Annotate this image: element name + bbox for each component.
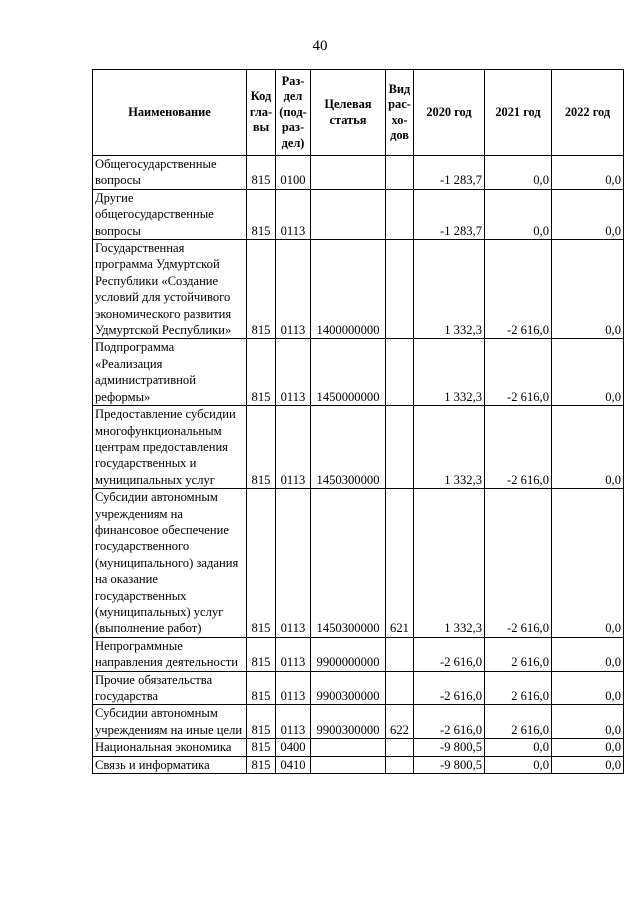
row-code: 815 — [247, 240, 276, 339]
row-code: 815 — [247, 189, 276, 239]
row-2021: -2 616,0 — [485, 240, 552, 339]
row-name: Предоставление субсидии многофункциональным центрам предоставления государственных и муниципальных услуг — [93, 406, 247, 489]
row-target: 1450300000 — [311, 406, 386, 489]
header-code: Код гла-вы — [247, 70, 276, 156]
row-2021: 2 616,0 — [485, 671, 552, 705]
row-expense — [386, 406, 414, 489]
row-target: 1400000000 — [311, 240, 386, 339]
row-name: Прочие обязательства государства — [93, 671, 247, 705]
row-expense — [386, 756, 414, 773]
row-2022: 0,0 — [552, 489, 624, 638]
header-2022: 2022 год — [552, 70, 624, 156]
row-2020: 1 332,3 — [414, 339, 485, 406]
header-section: Раз-дел (под-раз-дел) — [276, 70, 311, 156]
row-2021: 2 616,0 — [485, 705, 552, 739]
table-row — [93, 406, 624, 489]
row-2020: 1 332,3 — [414, 489, 485, 638]
table-row — [93, 705, 624, 739]
row-code: 815 — [247, 489, 276, 638]
header-2021: 2021 год — [485, 70, 552, 156]
row-expense — [386, 339, 414, 406]
header-2020: 2020 год — [414, 70, 485, 156]
table-row — [93, 156, 624, 190]
row-code: 815 — [247, 739, 276, 756]
row-name: Субсидии автономным учреждениям на финансовое обеспечение государственного (муниципального) задания на оказание государственных (муниципальных) услуг (выполнение работ) — [93, 489, 247, 638]
row-2021: 0,0 — [485, 189, 552, 239]
row-code: 815 — [247, 671, 276, 705]
row-section: 0113 — [276, 189, 311, 239]
row-name: Другие общегосударственные вопросы — [93, 189, 247, 239]
row-2020: -2 616,0 — [414, 671, 485, 705]
row-2021: 0,0 — [485, 739, 552, 756]
row-section: 0113 — [276, 489, 311, 638]
row-name: Государственная программа Удмуртской Республики «Создание условий для устойчивого экономического развития Удмуртской Республики» — [93, 240, 247, 339]
header-row — [93, 70, 624, 156]
row-2020: 1 332,3 — [414, 240, 485, 339]
header-name: Наименование — [93, 70, 247, 156]
row-section: 0113 — [276, 240, 311, 339]
row-2021: -2 616,0 — [485, 406, 552, 489]
row-2022: 0,0 — [552, 756, 624, 773]
row-target: 9900300000 — [311, 671, 386, 705]
row-2020: 1 332,3 — [414, 406, 485, 489]
row-2022: 0,0 — [552, 189, 624, 239]
row-2021: -2 616,0 — [485, 489, 552, 638]
row-name: Непрограммные направления деятельности — [93, 637, 247, 671]
row-section: 0113 — [276, 406, 311, 489]
row-section: 0400 — [276, 739, 311, 756]
table-row — [93, 240, 624, 339]
row-2022: 0,0 — [552, 156, 624, 190]
row-2022: 0,0 — [552, 637, 624, 671]
row-2020: -9 800,5 — [414, 756, 485, 773]
row-target: 1450300000 — [311, 489, 386, 638]
header-target: Целевая статья — [311, 70, 386, 156]
row-section: 0100 — [276, 156, 311, 190]
row-expense — [386, 637, 414, 671]
row-expense — [386, 739, 414, 756]
row-name: Национальная экономика — [93, 739, 247, 756]
table-row — [93, 339, 624, 406]
row-expense: 622 — [386, 705, 414, 739]
row-name: Субсидии автономным учреждениям на иные цели — [93, 705, 247, 739]
table-row — [93, 756, 624, 773]
page-number: 40 — [312, 38, 328, 54]
table-row — [93, 489, 624, 638]
header-expense: Вид рас-хо-дов — [386, 70, 414, 156]
row-2020: -9 800,5 — [414, 739, 485, 756]
row-expense — [386, 671, 414, 705]
row-2020: -1 283,7 — [414, 156, 485, 190]
row-section: 0410 — [276, 756, 311, 773]
row-target — [311, 189, 386, 239]
row-code: 815 — [247, 406, 276, 489]
row-name: Общегосударственные вопросы — [93, 156, 247, 190]
table-row — [93, 189, 624, 239]
row-target: 1450000000 — [311, 339, 386, 406]
row-name: Подпрограмма «Реализация административной реформы» — [93, 339, 247, 406]
row-code: 815 — [247, 637, 276, 671]
row-2021: 2 616,0 — [485, 637, 552, 671]
row-name: Связь и информатика — [93, 756, 247, 773]
row-2020: -2 616,0 — [414, 637, 485, 671]
row-target — [311, 739, 386, 756]
row-target: 9900000000 — [311, 637, 386, 671]
row-2022: 0,0 — [552, 705, 624, 739]
row-section: 0113 — [276, 339, 311, 406]
row-expense: 621 — [386, 489, 414, 638]
row-target: 9900300000 — [311, 705, 386, 739]
row-section: 0113 — [276, 671, 311, 705]
row-2022: 0,0 — [552, 406, 624, 489]
row-expense — [386, 156, 414, 190]
row-target — [311, 156, 386, 190]
row-target — [311, 756, 386, 773]
row-2022: 0,0 — [552, 339, 624, 406]
row-code: 815 — [247, 705, 276, 739]
row-2020: -1 283,7 — [414, 189, 485, 239]
row-2021: -2 616,0 — [485, 339, 552, 406]
table-row — [93, 739, 624, 756]
table-row — [93, 637, 624, 671]
budget-table — [92, 69, 624, 774]
row-code: 815 — [247, 156, 276, 190]
row-2021: 0,0 — [485, 156, 552, 190]
row-2022: 0,0 — [552, 739, 624, 756]
row-2021: 0,0 — [485, 756, 552, 773]
row-code: 815 — [247, 339, 276, 406]
row-code: 815 — [247, 756, 276, 773]
row-expense — [386, 240, 414, 339]
row-section: 0113 — [276, 637, 311, 671]
row-2022: 0,0 — [552, 240, 624, 339]
row-2020: -2 616,0 — [414, 705, 485, 739]
row-expense — [386, 189, 414, 239]
row-2022: 0,0 — [552, 671, 624, 705]
table-row — [93, 671, 624, 705]
row-section: 0113 — [276, 705, 311, 739]
